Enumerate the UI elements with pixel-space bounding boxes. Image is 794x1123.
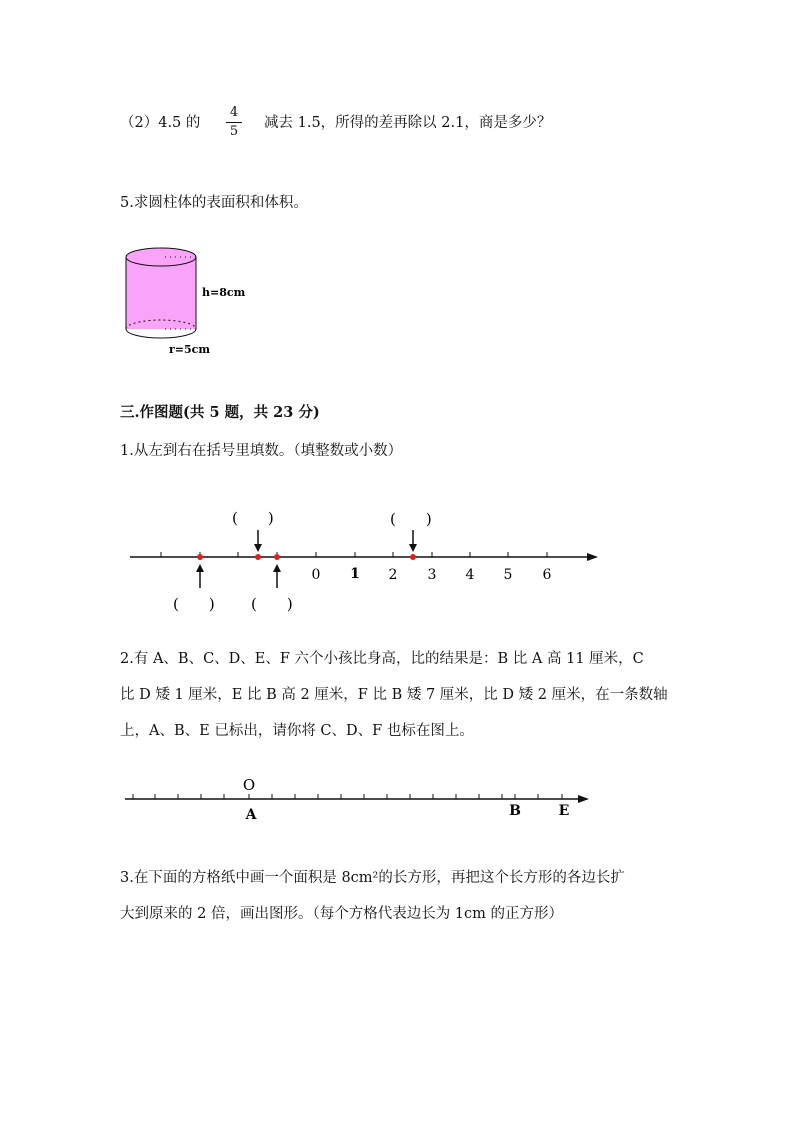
- cylinder-bottom-front-arc: [126, 329, 196, 338]
- question-2-prefix: （2）4.5 的: [120, 115, 201, 131]
- axis-arrowhead: [578, 795, 589, 803]
- radius-label: r=5cm: [169, 343, 211, 356]
- marked-point: [255, 554, 261, 560]
- fraction-bar: [226, 122, 242, 123]
- cylinder-figure: [110, 240, 260, 365]
- tick-label-2: 2: [388, 567, 398, 583]
- up-arrow: [273, 564, 281, 588]
- fraction-four-fifths: [224, 105, 244, 140]
- label-a: A: [245, 807, 257, 823]
- up-arrow: [196, 564, 204, 588]
- axis-arrowhead: [587, 553, 598, 561]
- down-arrow: [254, 530, 262, 552]
- tick-label-0: 0: [311, 567, 321, 583]
- label-e: E: [558, 803, 570, 819]
- fraction-numerator: 4: [229, 105, 239, 120]
- problem-3-line-2: 大到原来的 2 倍，画出图形。（每个方格代表边长为 1cm 的正方形）: [120, 906, 564, 922]
- marked-point: [410, 554, 416, 560]
- cylinder-body: [126, 257, 196, 329]
- question-2-suffix: 减去 1.5，所得的差再除以 2.1，商是多少？: [264, 115, 552, 131]
- label-b: B: [509, 803, 521, 819]
- tick-label-5: 5: [503, 567, 513, 583]
- answer-bracket[interactable]: ( ): [173, 595, 215, 613]
- problem-2-line-3: 上，A、B、E 已标出，请你将 C、D、F 也标在图上。: [120, 723, 474, 739]
- marked-point: [197, 554, 203, 560]
- number-line-2: [115, 770, 605, 830]
- problem-2-line-1: 2.有 A、B、C、D、E、F 六个小孩比身高，比的结果是：B 比 A 高 11 厘米，C: [120, 651, 644, 667]
- tick-label-4: 4: [465, 567, 475, 583]
- answer-bracket[interactable]: ( ): [251, 595, 293, 613]
- origin-label: O: [242, 776, 256, 794]
- down-arrow: [409, 530, 417, 552]
- number-line-1: [120, 500, 610, 620]
- tick-label-6: 6: [542, 567, 552, 583]
- answer-bracket[interactable]: ( ): [390, 510, 432, 528]
- question-5-title: 5.求圆柱体的表面积和体积。: [120, 195, 308, 211]
- problem-1-text: 1.从左到右在括号里填数。（填整数或小数）: [120, 443, 403, 459]
- marked-point: [274, 554, 280, 560]
- problem-2-line-2: 比 D 矮 1 厘米，E 比 B 高 2 厘米，F 比 B 矮 7 厘米，比 D 矮 2 厘米，在一条数轴: [120, 687, 668, 703]
- problem-3-line-1: 3.在下面的方格纸中画一个面积是 8cm²的长方形，再把这个长方形的各边长扩: [120, 870, 625, 886]
- section-3-heading: 三.作图题(共 5 题，共 23 分): [120, 404, 320, 421]
- tick-label-1: 1: [350, 566, 360, 582]
- tick-label-3: 3: [427, 567, 437, 583]
- answer-bracket[interactable]: ( ): [232, 509, 274, 527]
- fraction-denominator: 5: [229, 124, 239, 139]
- height-label: h=8cm: [202, 286, 246, 299]
